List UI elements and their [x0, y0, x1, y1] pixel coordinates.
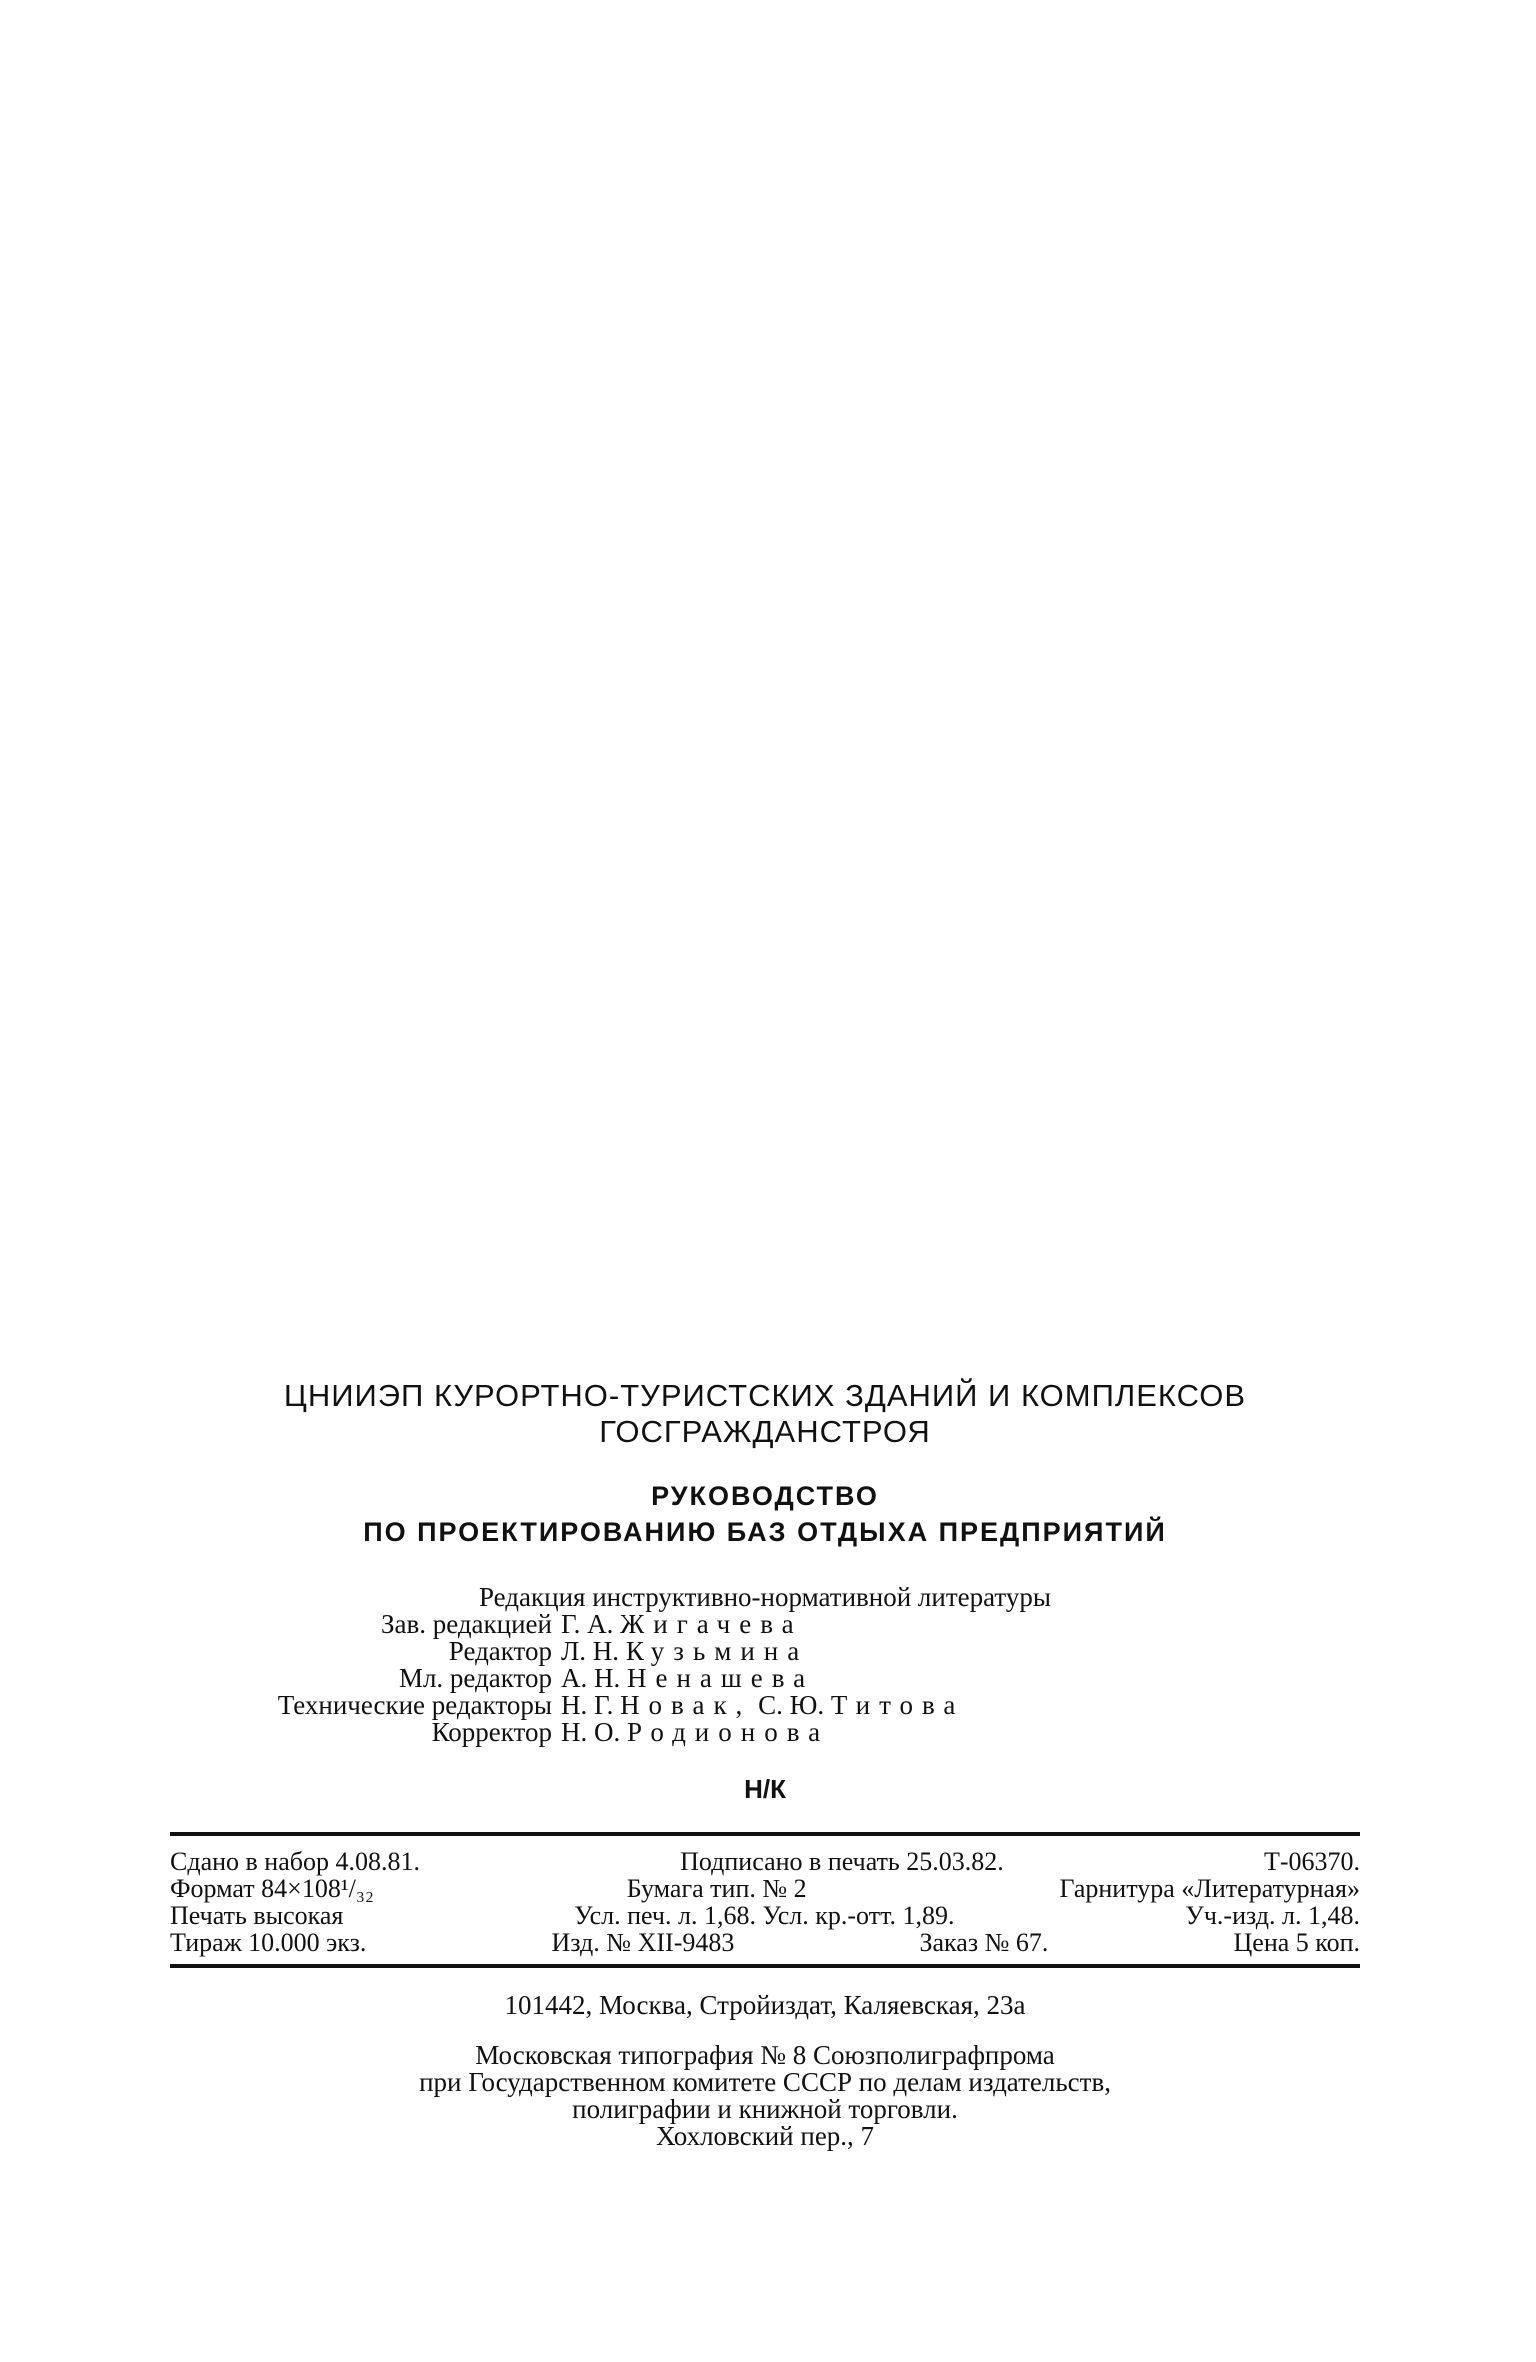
- credit-initials: Г. А.: [561, 1609, 614, 1639]
- credit-person: [561, 1611, 803, 1638]
- imprint-cell: Заказ № 67.: [919, 1928, 1049, 1957]
- credit-person: [561, 1638, 808, 1665]
- imprint-cell: Сдано в набор 4.08.81.: [170, 1847, 420, 1876]
- imprint-cell: Уч.-изд. л. 1,48.: [1185, 1901, 1360, 1930]
- credit-person: [561, 1719, 829, 1746]
- organization-heading: [170, 1378, 1360, 1450]
- imprint-cell: Формат 84×108¹/₃₂: [170, 1874, 374, 1903]
- imprint-cell: Бумага тип. № 2: [626, 1874, 807, 1903]
- credit-role: Технические редакторы: [277, 1690, 552, 1720]
- credit-surname: Жигачева: [620, 1609, 803, 1639]
- book-title-line-1: РУКОВОДСТВО: [651, 1481, 879, 1511]
- imprint-cell: Цена 5 коп.: [1233, 1928, 1360, 1957]
- imprint-cell: Изд. № XII-9483: [551, 1928, 735, 1957]
- credit-person: [561, 1692, 964, 1719]
- credit-line-head-editor: [170, 1611, 1360, 1638]
- editorial-credits: [170, 1584, 1360, 1746]
- printer-info: [170, 2042, 1360, 2150]
- imprint-cell: Тираж 10.000 экз.: [170, 1928, 367, 1957]
- credit-initials: Н. О.: [561, 1717, 621, 1747]
- credit-line-proofreader: [170, 1719, 1360, 1746]
- imprint-cell: Гарнитура «Литературная»: [1059, 1874, 1360, 1903]
- credit-role: Редактор: [448, 1636, 552, 1666]
- imprint-row: [170, 1848, 1360, 1875]
- credit-surname-second: Титова: [830, 1690, 965, 1720]
- editorial-office: Редакция инструктивно-нормативной литературы: [479, 1582, 1051, 1612]
- printer-line: Хохловский пер., 7: [655, 2121, 875, 2151]
- distribution-mark: Н/К: [744, 1774, 786, 1804]
- imprint-block: [170, 1832, 1360, 1968]
- credit-role: Мл. редактор: [398, 1663, 552, 1693]
- credit-initials: Н. Г.: [561, 1690, 614, 1720]
- credit-line-technical-editors: [170, 1692, 1360, 1719]
- credit-surname: Кузьмина: [625, 1636, 809, 1666]
- book-title-line-2: ПО ПРОЕКТИРОВАНИЮ БАЗ ОТДЫХА ПРЕДПРИЯТИЙ: [363, 1517, 1167, 1547]
- credit-role: Зав. редакцией: [380, 1609, 552, 1639]
- imprint-row: [170, 1875, 1360, 1902]
- credit-role: Корректор: [431, 1717, 552, 1747]
- printer-line: Московская типография № 8 Союзполиграфпрома: [475, 2040, 1055, 2070]
- imprint-cell: Печать высокая: [170, 1901, 344, 1930]
- credit-surname: Новак,: [620, 1690, 752, 1720]
- organization-name: ЦНИИЭП КУРОРТНО-ТУРИСТСКИХ ЗДАНИЙ И КОМПЛЕКСОВ: [283, 1378, 1247, 1413]
- credit-initials-second: С. Ю.: [758, 1690, 825, 1720]
- organization-parent: ГОСГРАЖДАНСТРОЯ: [599, 1414, 931, 1449]
- credit-initials: А. Н.: [561, 1663, 621, 1693]
- book-title: [170, 1478, 1360, 1550]
- credit-person: [561, 1665, 814, 1692]
- credit-line-editor: [170, 1638, 1360, 1665]
- imprint-row: [170, 1929, 1360, 1956]
- imprint-cell: Усл. печ. л. 1,68. Усл. кр.-отт. 1,89.: [574, 1901, 955, 1930]
- credit-surname: Ненашева: [627, 1663, 815, 1693]
- publisher-address: 101442, Москва, Стройиздат, Каляевская, 23а: [504, 1990, 1026, 2020]
- credit-initials: Л. Н.: [561, 1636, 620, 1666]
- imprint-cell: Подписано в печать 25.03.82.: [680, 1847, 1004, 1876]
- printer-line: при Государственном комитете СССР по делам издательств,: [419, 2067, 1111, 2097]
- credit-surname: Родионова: [627, 1717, 830, 1747]
- imprint-cell: Т-06370.: [1263, 1847, 1360, 1876]
- printer-line: полиграфии и книжной торговли.: [572, 2094, 958, 2124]
- colophon: [170, 1378, 1360, 2150]
- imprint-row: [170, 1902, 1360, 1929]
- credit-line-junior-editor: [170, 1665, 1360, 1692]
